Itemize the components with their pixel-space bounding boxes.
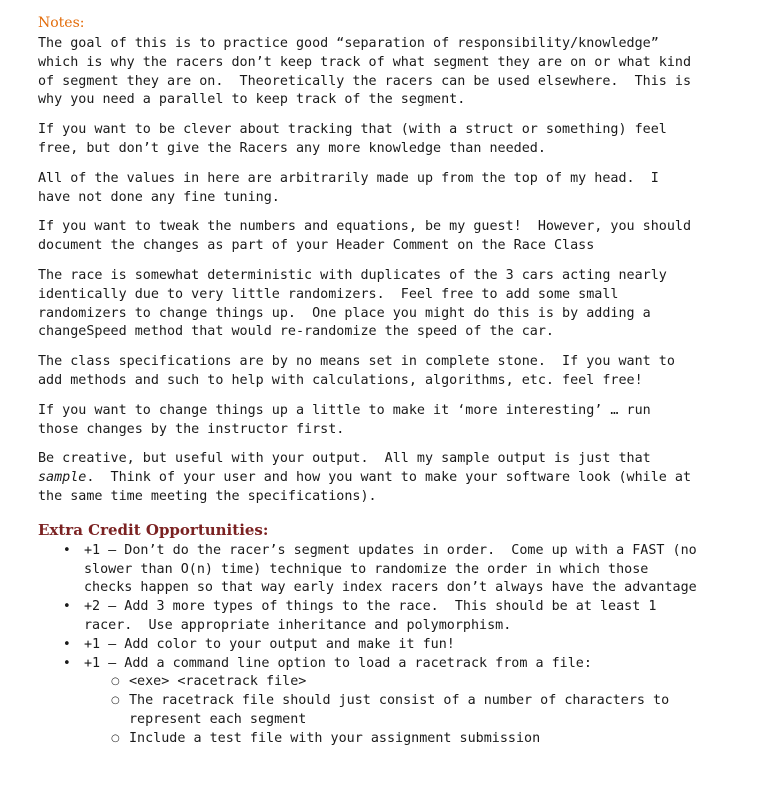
bullet-icon: • <box>63 636 71 652</box>
notes-paragraph-3: All of the values in here are arbitrarily made up from the top of my head. I have not done any fine tuning. <box>38 170 659 205</box>
list-item-text: +1 – Don’t do the racer’s segment updates in order. Come up with a FAST (no slower than O(n) time) technique to randomize the order in which those checks happen so that way early index racers don’t always have the advantage <box>84 542 697 596</box>
notes-paragraph-8 <box>38 450 728 506</box>
paragraph-8-text-a: Be creative, but useful with your output. All my sample output is just that <box>38 451 651 467</box>
sub-list <box>84 673 728 748</box>
list-item <box>38 636 728 655</box>
document-page <box>38 14 728 749</box>
extra-credit-list <box>38 542 728 749</box>
paragraph-8-emphasis: sample <box>38 470 87 486</box>
bullet-icon: • <box>63 542 71 558</box>
notes-paragraph-1: The goal of this is to practice good “separation of responsibility/knowledge” which is why the racers don’t keep track of what segment they are on or what kind of segment they are on. Theoretically the racers can be used elsewhere. This is why you need a parallel to keep track of the segment. <box>38 36 692 108</box>
notes-paragraph-7: If you want to change things up a little to make it ‘more interesting’ … run those changes by the instructor first. <box>38 402 651 437</box>
list-item-text: +2 – Add 3 more types of things to the race. This should be at least 1 racer. Use appropriate inheritance and polymorphism. <box>84 599 657 633</box>
list-item-text: +1 – Add color to your output and make it fun! <box>84 636 455 652</box>
list-item <box>38 542 728 598</box>
sub-list-item-text: <exe> <racetrack file> <box>129 674 307 690</box>
notes-paragraph-6: The class specifications are by no means set in complete stone. If you want to add methods and such to help with calculations, algorithms, etc. feel free! <box>38 354 675 388</box>
notes-paragraph-5: The race is somewhat deterministic with duplicates of the 3 cars acting nearly identically due to very little randomizers. Feel free to add some small randomizers to change things up. One place you might do this is by adding a changeSpeed method that would re-randomize the speed of the car. <box>38 267 667 340</box>
list-item-text: +1 – Add a command line option to load a racetrack from a file: <box>84 655 592 671</box>
sub-list-item <box>84 692 728 730</box>
notes-heading: Notes: <box>38 15 85 31</box>
hollow-bullet-icon: ○ <box>111 676 120 688</box>
notes-paragraph-2: If you want to be clever about tracking that (with a struct or something) feel free, but don’t give the Racers any more knowledge than needed. <box>38 122 667 156</box>
paragraph-8-text-b: . Think of your user and how you want to make your software look (while at the same time meeting the specifications). <box>38 470 692 504</box>
notes-paragraph-4: If you want to tweak the numbers and equations, be my guest! However, you should document the changes as part of your Header Comment on the Race Class <box>38 219 692 254</box>
sub-list-item-text: The racetrack file should just consist of a number of characters to represent each segment <box>129 693 670 727</box>
list-item <box>38 598 728 636</box>
extra-credit-heading: Extra Credit Opportunities: <box>38 520 269 539</box>
bullet-icon: • <box>63 599 71 615</box>
hollow-bullet-icon: ○ <box>111 732 120 744</box>
sub-list-item <box>84 673 728 692</box>
sub-list-item-text: Include a test file with your assignment submission <box>129 730 541 746</box>
bullet-icon: • <box>63 655 71 671</box>
hollow-bullet-icon: ○ <box>111 695 120 707</box>
list-item <box>38 655 728 749</box>
sub-list-item <box>84 730 728 749</box>
